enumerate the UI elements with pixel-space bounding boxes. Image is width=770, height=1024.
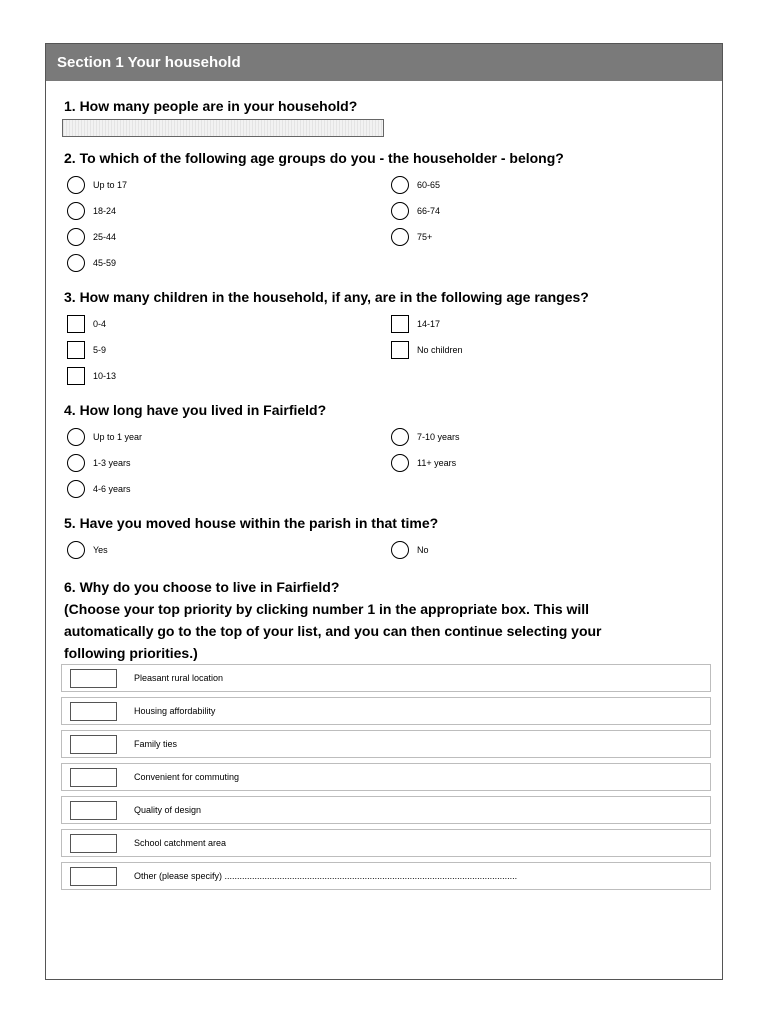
question-6-instructions-line-3: following priorities.)	[64, 645, 198, 661]
residence-option-7-10[interactable]	[391, 428, 460, 446]
radio-button[interactable]	[67, 480, 85, 498]
children-option-5-9[interactable]	[67, 341, 106, 359]
radio-button[interactable]	[391, 428, 409, 446]
residence-option-up-to-1[interactable]	[67, 428, 142, 446]
priority-label: School catchment area	[134, 838, 227, 848]
moved-option-yes[interactable]	[67, 541, 108, 559]
priority-rank-input[interactable]	[70, 768, 117, 787]
priority-rank-input[interactable]	[70, 735, 117, 754]
priority-label: Quality of design	[134, 805, 202, 815]
option-label: 0-4	[93, 319, 107, 329]
radio-button[interactable]	[67, 202, 85, 220]
option-label: 1-3 years	[93, 458, 131, 468]
option-label: 11+ years	[417, 458, 457, 468]
priority-row-family-ties	[61, 730, 711, 758]
moved-option-no[interactable]	[391, 541, 429, 559]
option-label: 45-59	[93, 258, 117, 268]
question-5: 5. Have you moved house within the parish in that time?	[64, 515, 439, 531]
residence-option-4-6[interactable]	[67, 480, 131, 498]
question-1: 1. How many people are in your household?	[64, 98, 358, 114]
age-option-18-24[interactable]	[67, 202, 116, 220]
option-label: Yes	[93, 545, 108, 555]
option-label: Up to 1 year	[93, 432, 143, 442]
priority-rank-input[interactable]	[70, 834, 117, 853]
question-3: 3. How many children in the household, if any, are in the following age ranges?	[64, 289, 589, 305]
age-option-25-44[interactable]	[67, 228, 116, 246]
children-option-none[interactable]	[391, 341, 463, 359]
priority-rank-input[interactable]	[70, 669, 117, 688]
children-option-14-17[interactable]	[391, 315, 440, 333]
age-option-75-plus[interactable]	[391, 228, 432, 246]
radio-button[interactable]	[391, 176, 409, 194]
priority-rank-input[interactable]	[70, 867, 117, 886]
survey-form	[45, 43, 723, 980]
age-option-66-74[interactable]	[391, 202, 440, 220]
checkbox[interactable]	[67, 367, 85, 385]
section-header: Section 1 Your household	[46, 44, 722, 81]
question-6-title: 6. Why do you choose to live in Fairfield?	[64, 579, 340, 595]
radio-button[interactable]	[391, 228, 409, 246]
option-label: 25-44	[93, 232, 117, 242]
children-option-10-13[interactable]	[67, 367, 116, 385]
residence-option-11-plus[interactable]	[391, 454, 456, 472]
children-option-0-4[interactable]	[67, 315, 106, 333]
priority-row-other	[61, 862, 711, 890]
checkbox[interactable]	[391, 341, 409, 359]
radio-button[interactable]	[67, 176, 85, 194]
priority-label: Family ties	[134, 739, 178, 749]
checkbox[interactable]	[391, 315, 409, 333]
checkbox[interactable]	[67, 315, 85, 333]
priority-label: Pleasant rural location	[134, 673, 224, 683]
option-label: 14-17	[417, 319, 441, 329]
priority-row-housing-affordability	[61, 697, 711, 725]
priority-label: Convenient for commuting	[134, 772, 240, 782]
question-4: 4. How long have you lived in Fairfield?	[64, 402, 327, 418]
radio-button[interactable]	[391, 202, 409, 220]
priority-row-quality-of-design	[61, 796, 711, 824]
option-label: Up to 17	[93, 180, 128, 190]
question-2: 2. To which of the following age groups do you - the householder - belong?	[64, 150, 564, 166]
priority-rank-input[interactable]	[70, 702, 117, 721]
age-option-up-to-17[interactable]	[67, 176, 127, 194]
age-option-60-65[interactable]	[391, 176, 440, 194]
option-label: 66-74	[417, 206, 441, 216]
question-6-instructions-line-2: automatically go to the top of your list, and you can then continue selecting your	[64, 623, 602, 639]
priority-row-school-catchment	[61, 829, 711, 857]
radio-button[interactable]	[67, 428, 85, 446]
option-label: 75+	[417, 232, 433, 242]
option-label: No	[417, 545, 429, 555]
radio-button[interactable]	[67, 454, 85, 472]
option-label: 10-13	[93, 371, 117, 381]
option-label: 60-65	[417, 180, 441, 190]
option-label: No children	[417, 345, 463, 355]
priority-row-rural-location	[61, 664, 711, 692]
option-label: 4-6 years	[93, 484, 131, 494]
residence-option-1-3[interactable]	[67, 454, 131, 472]
option-label: 18-24	[93, 206, 117, 216]
option-label: 5-9	[93, 345, 107, 355]
radio-button[interactable]	[391, 541, 409, 559]
question-6	[64, 576, 704, 664]
age-option-45-59[interactable]	[67, 254, 116, 272]
radio-button[interactable]	[67, 254, 85, 272]
priority-label: Housing affordability	[134, 706, 216, 716]
priority-row-commuting	[61, 763, 711, 791]
option-label: 7-10 years	[417, 432, 460, 442]
radio-button[interactable]	[391, 454, 409, 472]
checkbox[interactable]	[67, 341, 85, 359]
priority-rank-input[interactable]	[70, 801, 117, 820]
priority-label: Other (please specify) .....................................................................................................................	[134, 871, 518, 881]
radio-button[interactable]	[67, 228, 85, 246]
question-6-instructions-line-1: (Choose your top priority by clicking number 1 in the appropriate box. This will	[64, 601, 590, 617]
radio-button[interactable]	[67, 541, 85, 559]
household-size-input[interactable]	[62, 119, 384, 137]
